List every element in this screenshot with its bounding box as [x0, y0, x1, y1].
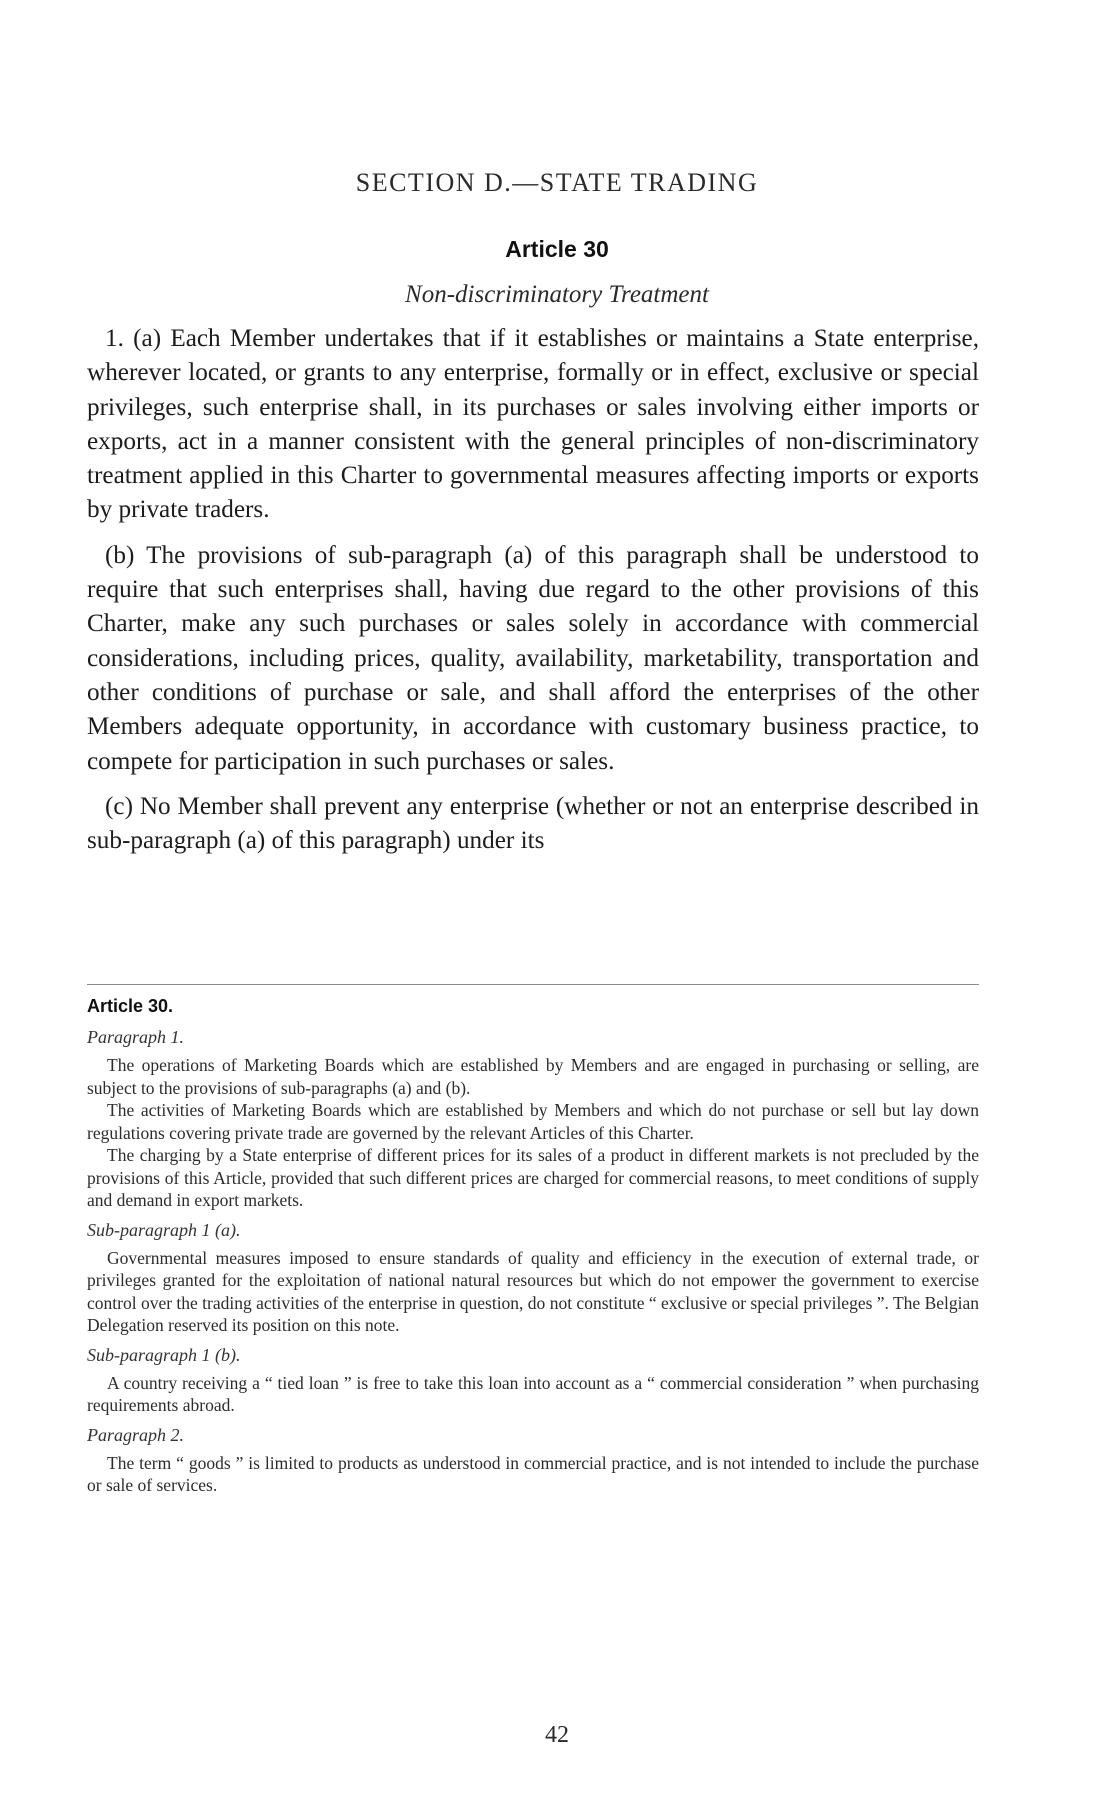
page-number: 42	[545, 1722, 569, 1748]
note-paragraph: The operations of Marketing Boards which are established by Members and are engaged in purchasing or selling, are subject to the provisions of sub-paragraphs (a) and (b).	[87, 1055, 979, 1098]
article-heading: Article 30	[505, 236, 609, 262]
note-paragraph: Governmental measures imposed to ensure standards of quality and efficiency in the execution of external trade, or privileges granted for the exploitation of national natural resources but which do not empower the government to exercise control over the trading activities of the enterprise in question, do not constitute “ exclusive or special privileges ”. The Belgian Delegation reserved its position on this note.	[87, 1247, 979, 1335]
note-paragraph: The activities of Marketing Boards which are established by Members and which do not purchase or sell but lay down regulations covering private trade are governed by the relevant Articles of this Charter.	[87, 1100, 979, 1143]
note-section-sub-paragraph-1a	[87, 1220, 979, 1337]
section-title: SECTION D.—STATE TRADING	[355, 168, 759, 197]
article-paragraph-1c: (c) No Member shall prevent any enterprise (whether or not an enterprise described in sub-paragraph (a) of this paragraph) under its	[87, 792, 979, 855]
note-paragraph: The term “ goods ” is limited to products as understood in commercial practice, and is not intended to include the purchase or sale of services.	[87, 1452, 979, 1495]
notes-article-label: Article 30.	[87, 996, 174, 1016]
note-heading: Paragraph 2.	[87, 1424, 185, 1445]
note-paragraph: A country receiving a “ tied loan ” is free to take this loan into account as a “ commercial consideration ” when purchasing requirements abroad.	[87, 1372, 979, 1415]
article-paragraph-1b: (b) The provisions of sub-paragraph (a) of this paragraph shall be understood to require that such enterprises shall, having due regard to the other provisions of this Charter, make any such purchases or sales solely in accordance with commercial considerations, including prices, quality, availability, marketability, transportation and other conditions of purchase or sale, and shall afford the enterprises of the other Members adequate opportunity, in accordance with customary business practice, to compete for participation in such purchases or sales.	[87, 541, 979, 775]
note-paragraph: The charging by a State enterprise of different prices for its sales of a product in different markets is not precluded by the provisions of this Article, provided that such different prices are charged for commercial reasons, to meet conditions of supply and demand in export markets.	[87, 1145, 979, 1210]
footnote-divider	[87, 984, 979, 985]
note-section-paragraph-2	[87, 1425, 979, 1497]
article-subtitle: Non-discriminatory Treatment	[405, 281, 709, 308]
note-heading: Sub-paragraph 1 (b).	[87, 1344, 241, 1365]
note-heading: Sub-paragraph 1 (a).	[87, 1219, 241, 1240]
interpretative-notes	[87, 996, 979, 1505]
article-body	[87, 322, 979, 858]
note-section-paragraph-1	[87, 1027, 979, 1212]
note-heading: Paragraph 1.	[87, 1027, 185, 1047]
note-section-sub-paragraph-1b	[87, 1345, 979, 1417]
article-paragraph-1a: 1. (a) Each Member undertakes that if it establishes or maintains a State enterprise, wherever located, or grants to any enterprise, formally or in effect, exclusive or special privileges, such enterprise shall, in its purchases or sales involving either imports or exports, act in a manner consistent with the general principles of non-discriminatory treatment applied in this Charter to governmental measures affecting imports or exports by private traders.	[87, 325, 979, 524]
